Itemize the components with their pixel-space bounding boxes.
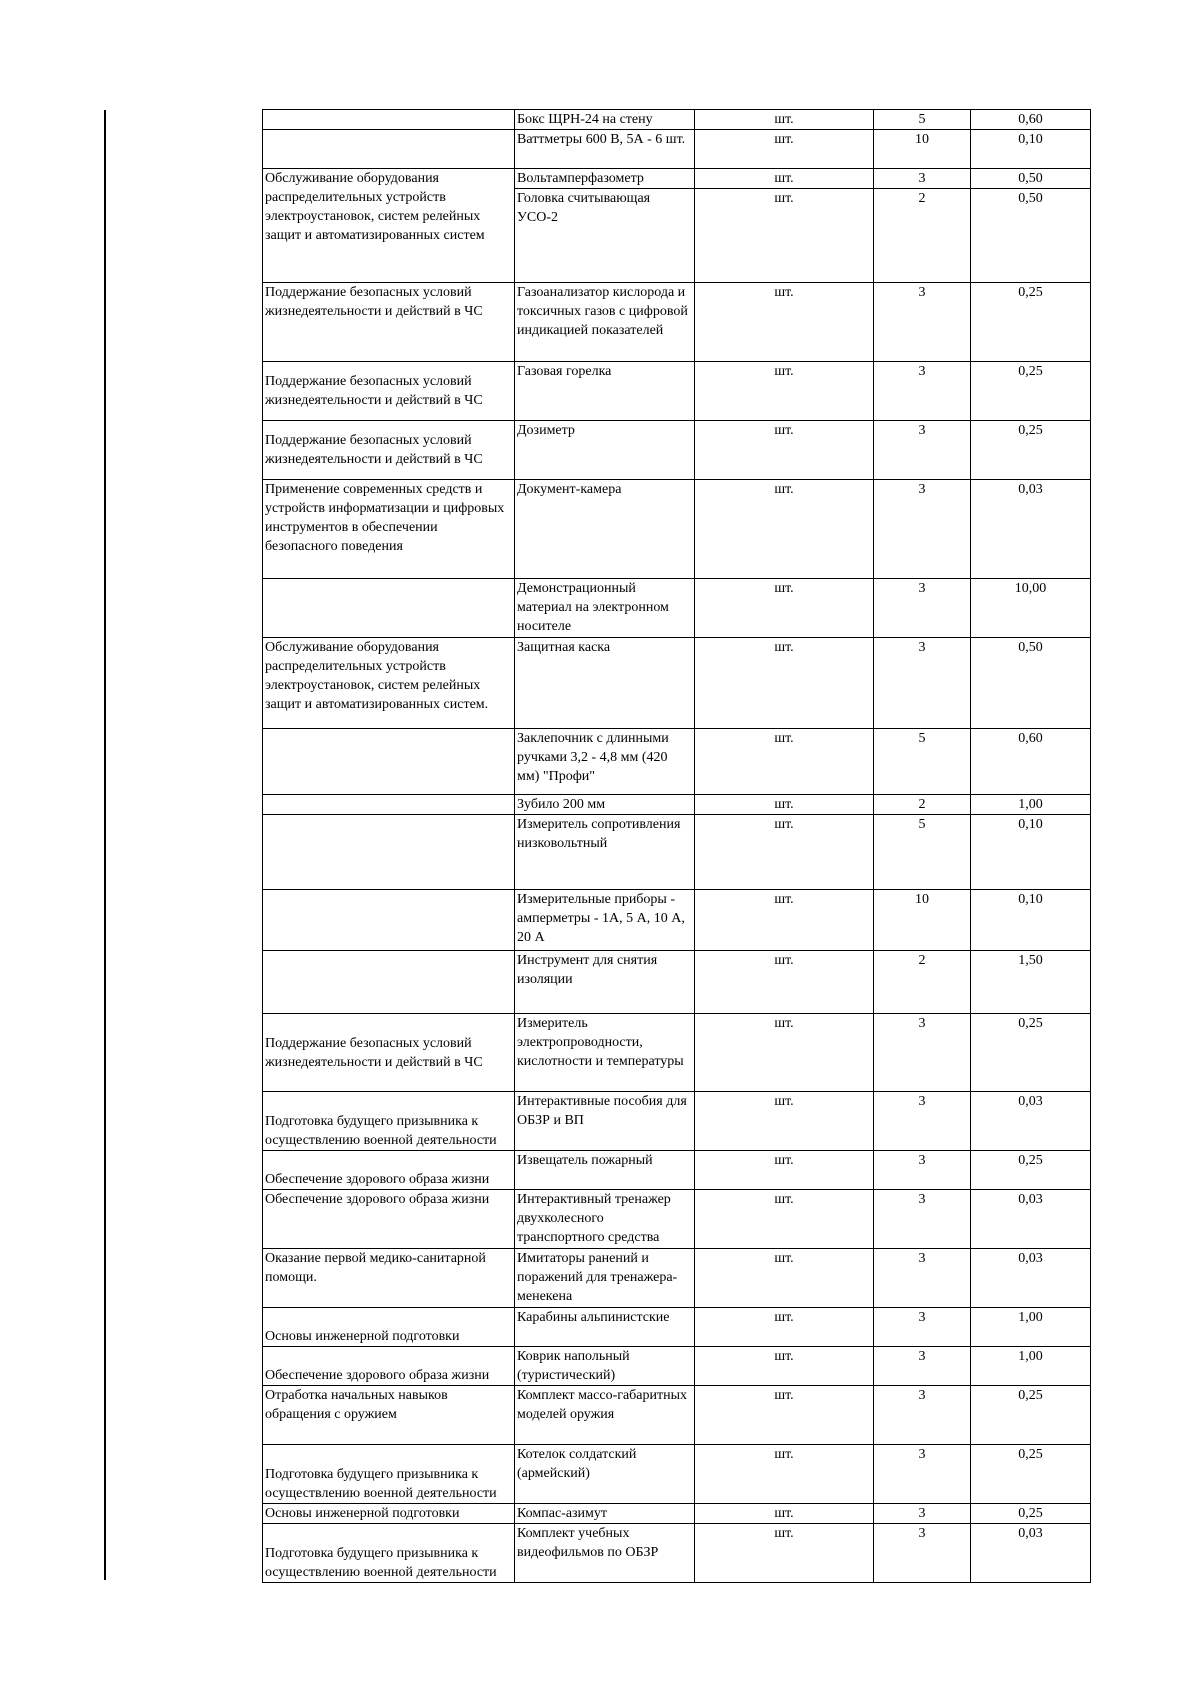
- area-cell: Применение современных средств и устройств информатизации и цифровых инструментов в обеспечении безопасного поведения: [263, 480, 515, 579]
- unit-cell: шт.: [695, 480, 874, 579]
- unit-cell: шт.: [695, 421, 874, 480]
- value-cell: 0,25: [971, 1014, 1091, 1092]
- unit-cell: шт.: [695, 189, 874, 283]
- unit-cell: шт.: [695, 729, 874, 795]
- value-cell: 0,25: [971, 1504, 1091, 1524]
- value-cell: 0,10: [971, 815, 1091, 890]
- quantity-cell: 3: [874, 1249, 971, 1308]
- value-cell: 10,00: [971, 579, 1091, 638]
- area-cell: [263, 815, 515, 890]
- item-cell: Комплект учебных видеофильмов по ОБЗР: [515, 1524, 695, 1583]
- unit-cell: шт.: [695, 1347, 874, 1386]
- item-cell: Карабины альпинистские: [515, 1308, 695, 1347]
- quantity-cell: 3: [874, 1092, 971, 1151]
- quantity-cell: 3: [874, 480, 971, 579]
- quantity-cell: 3: [874, 638, 971, 729]
- area-cell: Оказание первой медико-санитарной помощи.: [263, 1249, 515, 1308]
- area-cell: [263, 795, 515, 815]
- area-cell: Поддержание безопасных условий жизнедеятельности и действий в ЧС: [263, 362, 515, 421]
- quantity-cell: 3: [874, 1524, 971, 1583]
- table-row: [263, 1445, 1091, 1504]
- area-cell: [263, 130, 515, 169]
- area-cell: Поддержание безопасных условий жизнедеятельности и действий в ЧС: [263, 1014, 515, 1092]
- quantity-cell: 3: [874, 169, 971, 189]
- item-cell: Измеритель электропроводности, кислотности и температуры: [515, 1014, 695, 1092]
- area-cell: Обслуживание оборудования распределительных устройств электроустановок, систем релейных защит и автоматизированных систем.: [263, 638, 515, 729]
- value-cell: 0,10: [971, 130, 1091, 169]
- table-row: [263, 1308, 1091, 1347]
- quantity-cell: 3: [874, 1190, 971, 1249]
- table-row: [263, 480, 1091, 579]
- area-cell: Обеспечение здорового образа жизни: [263, 1151, 515, 1190]
- value-cell: 0,25: [971, 1386, 1091, 1445]
- item-cell: Защитная каска: [515, 638, 695, 729]
- quantity-cell: 3: [874, 283, 971, 362]
- item-cell: Бокс ЩРН-24 на стену: [515, 110, 695, 130]
- item-cell: Компас-азимут: [515, 1504, 695, 1524]
- area-cell: Отработка начальных навыков обращения с оружием: [263, 1386, 515, 1445]
- item-cell: Ваттметры 600 В, 5А - 6 шт.: [515, 130, 695, 169]
- value-cell: 0,50: [971, 638, 1091, 729]
- quantity-cell: 3: [874, 1151, 971, 1190]
- value-cell: 0,03: [971, 1092, 1091, 1151]
- area-cell: Основы инженерной подготовки: [263, 1308, 515, 1347]
- quantity-cell: 3: [874, 1386, 971, 1445]
- table-row: [263, 169, 1091, 189]
- unit-cell: шт.: [695, 579, 874, 638]
- area-cell: Подготовка будущего призывника к осуществлению военной деятельности: [263, 1445, 515, 1504]
- value-cell: 0,25: [971, 283, 1091, 362]
- value-cell: 0,25: [971, 421, 1091, 480]
- value-cell: 0,03: [971, 1524, 1091, 1583]
- unit-cell: шт.: [695, 1190, 874, 1249]
- item-cell: Коврик напольный (туристический): [515, 1347, 695, 1386]
- value-cell: 1,00: [971, 1347, 1091, 1386]
- quantity-cell: 3: [874, 1504, 971, 1524]
- table-row: [263, 283, 1091, 362]
- table-row: [263, 795, 1091, 815]
- table-row: [263, 890, 1091, 951]
- table-row: [263, 951, 1091, 1014]
- quantity-cell: 5: [874, 729, 971, 795]
- area-cell: Подготовка будущего призывника к осуществлению военной деятельности: [263, 1524, 515, 1583]
- area-cell: Обеспечение здорового образа жизни: [263, 1190, 515, 1249]
- quantity-cell: 3: [874, 1014, 971, 1092]
- unit-cell: шт.: [695, 169, 874, 189]
- unit-cell: шт.: [695, 1014, 874, 1092]
- unit-cell: шт.: [695, 1308, 874, 1347]
- unit-cell: шт.: [695, 795, 874, 815]
- area-cell: Поддержание безопасных условий жизнедеятельности и действий в ЧС: [263, 421, 515, 480]
- item-cell: Головка считывающая УСО-2: [515, 189, 695, 283]
- item-cell: Зубило 200 мм: [515, 795, 695, 815]
- quantity-cell: 10: [874, 890, 971, 951]
- item-cell: Измерительные приборы - амперметры - 1А, 5 А, 10 А, 20 А: [515, 890, 695, 951]
- quantity-cell: 3: [874, 1308, 971, 1347]
- unit-cell: шт.: [695, 890, 874, 951]
- area-cell: Основы инженерной подготовки: [263, 1504, 515, 1524]
- unit-cell: шт.: [695, 362, 874, 421]
- item-cell: Газоанализатор кислорода и токсичных газов с цифровой индикацией показателей: [515, 283, 695, 362]
- unit-cell: шт.: [695, 638, 874, 729]
- area-cell: Поддержание безопасных условий жизнедеятельности и действий в ЧС: [263, 283, 515, 362]
- value-cell: 0,25: [971, 1445, 1091, 1504]
- unit-cell: шт.: [695, 1092, 874, 1151]
- quantity-cell: 3: [874, 1347, 971, 1386]
- item-cell: Измеритель сопротивления низковольтный: [515, 815, 695, 890]
- item-cell: Извещатель пожарный: [515, 1151, 695, 1190]
- value-cell: 0,50: [971, 189, 1091, 283]
- value-cell: 1,00: [971, 1308, 1091, 1347]
- value-cell: 0,60: [971, 110, 1091, 130]
- item-cell: Имитаторы ранений и поражений для тренажера-менекена: [515, 1249, 695, 1308]
- value-cell: 0,10: [971, 890, 1091, 951]
- table-row: [263, 1347, 1091, 1386]
- area-cell: Обеспечение здорового образа жизни: [263, 1347, 515, 1386]
- area-cell: Обслуживание оборудования распределительных устройств электроустановок, систем релейных защит и автоматизированных систем: [263, 169, 515, 283]
- equipment-table: [262, 109, 1091, 1583]
- unit-cell: шт.: [695, 1504, 874, 1524]
- table-row: [263, 1190, 1091, 1249]
- table-row: [263, 729, 1091, 795]
- quantity-cell: 5: [874, 815, 971, 890]
- unit-cell: шт.: [695, 283, 874, 362]
- value-cell: 1,50: [971, 951, 1091, 1014]
- area-cell: [263, 110, 515, 130]
- item-cell: Интерактивный тренажер двухколесного транспортного средства: [515, 1190, 695, 1249]
- unit-cell: шт.: [695, 1151, 874, 1190]
- item-cell: Инструмент для снятия изоляции: [515, 951, 695, 1014]
- value-cell: 0,03: [971, 480, 1091, 579]
- value-cell: 0,25: [971, 362, 1091, 421]
- area-cell: Подготовка будущего призывника к осуществлению военной деятельности: [263, 1092, 515, 1151]
- item-cell: Котелок солдатский (армейский): [515, 1445, 695, 1504]
- quantity-cell: 3: [874, 1445, 971, 1504]
- area-cell: [263, 729, 515, 795]
- value-cell: 0,60: [971, 729, 1091, 795]
- item-cell: Комплект массо-габаритных моделей оружия: [515, 1386, 695, 1445]
- margin-line: [104, 110, 106, 1580]
- table-row: [263, 362, 1091, 421]
- quantity-cell: 5: [874, 110, 971, 130]
- quantity-cell: 2: [874, 189, 971, 283]
- quantity-cell: 3: [874, 421, 971, 480]
- unit-cell: шт.: [695, 110, 874, 130]
- table-row: [263, 1524, 1091, 1583]
- table-row: [263, 638, 1091, 729]
- quantity-cell: 2: [874, 951, 971, 1014]
- item-cell: Документ-камера: [515, 480, 695, 579]
- unit-cell: шт.: [695, 1524, 874, 1583]
- item-cell: Демонстрационный материал на электронном носителе: [515, 579, 695, 638]
- item-cell: Заклепочник с длинными ручками 3,2 - 4,8 мм (420 мм) "Профи": [515, 729, 695, 795]
- table-row: [263, 1092, 1091, 1151]
- table-row: [263, 1504, 1091, 1524]
- table-row: [263, 579, 1091, 638]
- table-row: [263, 1386, 1091, 1445]
- table-row: [263, 1014, 1091, 1092]
- quantity-cell: 10: [874, 130, 971, 169]
- table-row: [263, 1151, 1091, 1190]
- quantity-cell: 3: [874, 579, 971, 638]
- unit-cell: шт.: [695, 815, 874, 890]
- item-cell: Интерактивные пособия для ОБЗР и ВП: [515, 1092, 695, 1151]
- value-cell: 1,00: [971, 795, 1091, 815]
- item-cell: Газовая горелка: [515, 362, 695, 421]
- unit-cell: шт.: [695, 951, 874, 1014]
- table-row: [263, 130, 1091, 169]
- area-cell: [263, 579, 515, 638]
- unit-cell: шт.: [695, 1249, 874, 1308]
- table-row: [263, 1249, 1091, 1308]
- table-row: [263, 421, 1091, 480]
- item-cell: Дозиметр: [515, 421, 695, 480]
- area-cell: [263, 890, 515, 951]
- table-row: [263, 815, 1091, 890]
- unit-cell: шт.: [695, 1445, 874, 1504]
- unit-cell: шт.: [695, 130, 874, 169]
- value-cell: 0,03: [971, 1249, 1091, 1308]
- table-row: [263, 110, 1091, 130]
- quantity-cell: 3: [874, 362, 971, 421]
- unit-cell: шт.: [695, 1386, 874, 1445]
- area-cell: [263, 951, 515, 1014]
- item-cell: Вольтамперфазометр: [515, 169, 695, 189]
- value-cell: 0,03: [971, 1190, 1091, 1249]
- quantity-cell: 2: [874, 795, 971, 815]
- value-cell: 0,50: [971, 169, 1091, 189]
- value-cell: 0,25: [971, 1151, 1091, 1190]
